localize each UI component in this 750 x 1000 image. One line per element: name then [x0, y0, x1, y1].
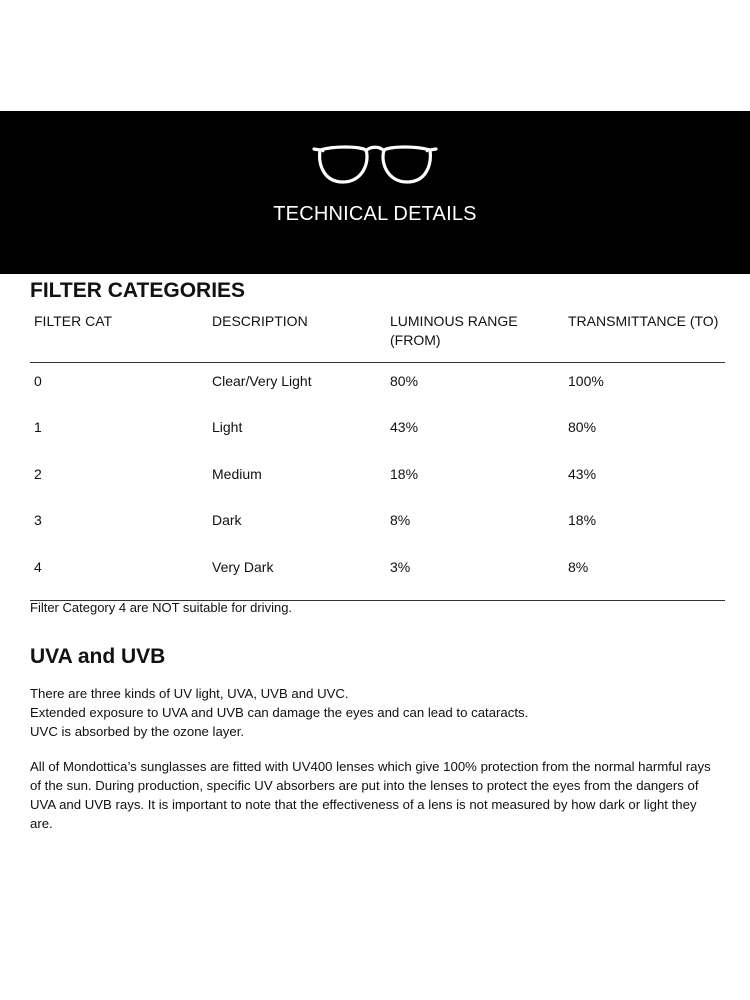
table-cell: Medium — [212, 465, 262, 482]
table-cell: 1 — [34, 419, 42, 436]
table-cell: Clear/Very Light — [212, 373, 312, 389]
driving-note: Filter Category 4 are NOT suitable for driving. — [30, 600, 293, 615]
table-cell: 80% — [568, 419, 597, 436]
uv400-paragraph: All of Mondottica’s sunglasses are fitted with UV400 lenses which give 100% protection from the normal harmful rays of the sun. During production, specific UV absorbers are put into the lenses to protect the eyes from the dangers of UVA and UVB rays. It is important to note that the effectiveness of a lens is not measured by how dark or light they are. — [30, 759, 711, 831]
table-cell: Light — [212, 419, 243, 436]
table-cell: 100% — [568, 373, 604, 389]
table-cell: Very Dark — [208, 549, 386, 601]
filter-categories-table — [30, 308, 725, 601]
table-cell: 18% — [390, 465, 419, 482]
table-cell: 0 — [34, 373, 42, 389]
uv-intro-line: Extended exposure to UVA and UVB can damage the eyes and can lead to cataracts. — [30, 705, 529, 720]
table-cell: 8% — [564, 549, 725, 601]
column-header: DESCRIPTION — [208, 308, 386, 363]
table-row — [30, 456, 725, 503]
table-cell: 80% — [390, 373, 419, 389]
table-row — [30, 363, 725, 410]
table-row — [30, 502, 725, 549]
uv-intro-line: There are three kinds of UV light, UVA, UVB and UVC. — [30, 686, 349, 701]
table-cell: 2 — [34, 465, 42, 482]
table-header-row — [30, 308, 725, 363]
table-row — [30, 549, 725, 601]
table-cell: 4 — [30, 549, 208, 601]
column-header: TRANSMITTANCE (TO) — [564, 308, 725, 363]
table-cell: 43% — [390, 419, 419, 436]
eyeglasses-icon — [312, 141, 438, 185]
table-cell: 43% — [568, 465, 597, 482]
table-cell: 18% — [568, 512, 597, 529]
header-banner — [0, 111, 750, 274]
table-cell: 8% — [390, 512, 411, 529]
uv-intro-paragraph — [30, 684, 720, 741]
uv-intro-line: UVC is absorbed by the ozone layer. — [30, 724, 245, 739]
column-header: FILTER CAT — [30, 308, 208, 363]
table-row — [30, 409, 725, 456]
table-cell: 3 — [34, 512, 42, 529]
banner-title: TECHNICAL DETAILS — [273, 203, 477, 225]
filter-categories-heading: FILTER CATEGORIES — [30, 279, 246, 302]
table-cell: 3% — [386, 549, 564, 601]
column-header: LUMINOUS RANGE (FROM) — [386, 308, 564, 363]
uva-uvb-heading: UVA and UVB — [30, 645, 166, 668]
table-cell: Dark — [212, 512, 242, 529]
